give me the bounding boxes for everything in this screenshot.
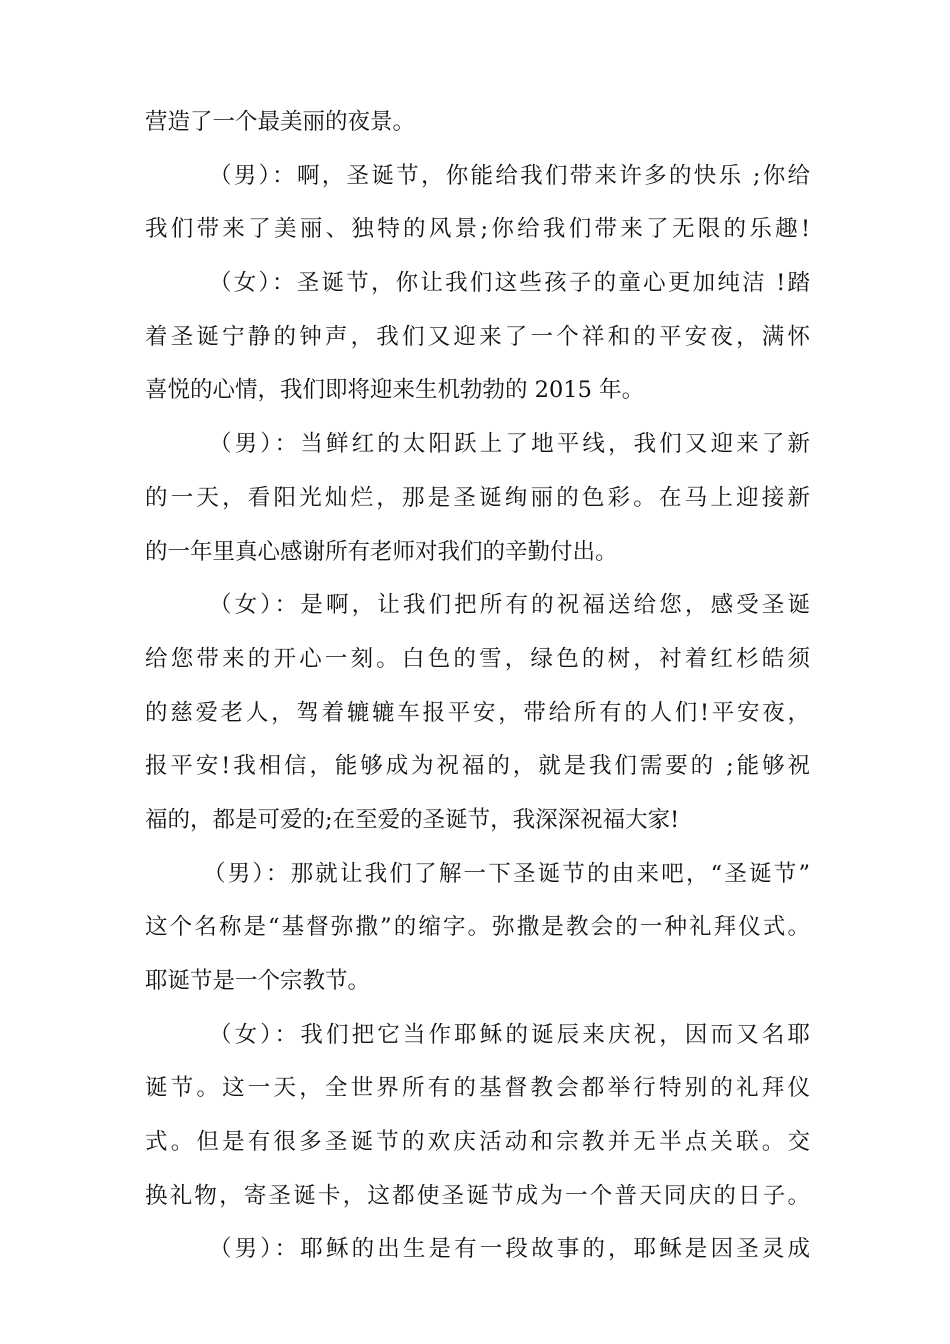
text-line: 的一年里真心感谢所有老师对我们的辛勤付出。 [145, 538, 618, 565]
text-line: （女）：是啊，让我们把所有的祝福送给您，感受圣诞 [209, 592, 810, 619]
text-line: 的一天，看阳光灿烂，那是圣诞绚丽的色彩。在马上迎接新 [145, 484, 810, 511]
document-body [145, 96, 810, 1277]
text-line: 式。但是有很多圣诞节的欢庆活动和宗教并无半点关联。交 [145, 1129, 810, 1156]
text-line: 我们带来了美丽、独特的风景;你给我们带来了无限的乐趣! [145, 216, 810, 243]
text-line: 营造了一个最美丽的夜景。 [145, 109, 416, 135]
text-line: 诞节。这一天，全世界所有的基督教会都举行特别的礼拜仪 [145, 1075, 810, 1102]
text-line: （女）：圣诞节，你让我们这些孩子的童心更加纯洁 !踏 [209, 270, 810, 297]
text-line: （男）：耶稣的出生是有一段故事的，耶稣是因圣灵成 [209, 1236, 810, 1263]
text-line: 这个名称是“基督弥撒”的缩字。弥撒是教会的一种礼拜仪式。 [145, 914, 810, 941]
text-line: 着圣诞宁静的钟声，我们又迎来了一个祥和的平安夜，满怀 [145, 323, 810, 350]
text-line: 的慈爱老人，驾着辘辘车报平安，带给所有的人们!平安夜， [145, 699, 810, 726]
text-line: （女）：我们把它当作耶稣的诞辰来庆祝，因而又名耶 [209, 1021, 810, 1048]
text-line: 给您带来的开心一刻。白色的雪，绿色的树，衬着红杉皓须 [145, 645, 810, 672]
text-line: 喜悦的心情，我们即将迎来生机勃勃的 2015 年。 [145, 377, 645, 404]
text-line: （男）：那就让我们了解一下圣诞节的由来吧，“圣诞节” [203, 860, 810, 887]
text-line: 报平安!我相信，能够成为祝福的，就是我们需要的 ;能够祝 [145, 753, 810, 780]
text-line: 换礼物，寄圣诞卡，这都使圣诞节成为一个普天同庆的日子。 [145, 1182, 810, 1209]
text-line: 福的，都是可爱的;在至爱的圣诞节，我深深祝福大家! [145, 806, 680, 833]
text-line: 耶诞节是一个宗教节。 [145, 968, 371, 994]
text-line: （男）：当鲜红的太阳跃上了地平线，我们又迎来了新 [209, 431, 810, 458]
text-line: （男）：啊，圣诞节，你能给我们带来许多的快乐 ;你给 [209, 162, 810, 189]
